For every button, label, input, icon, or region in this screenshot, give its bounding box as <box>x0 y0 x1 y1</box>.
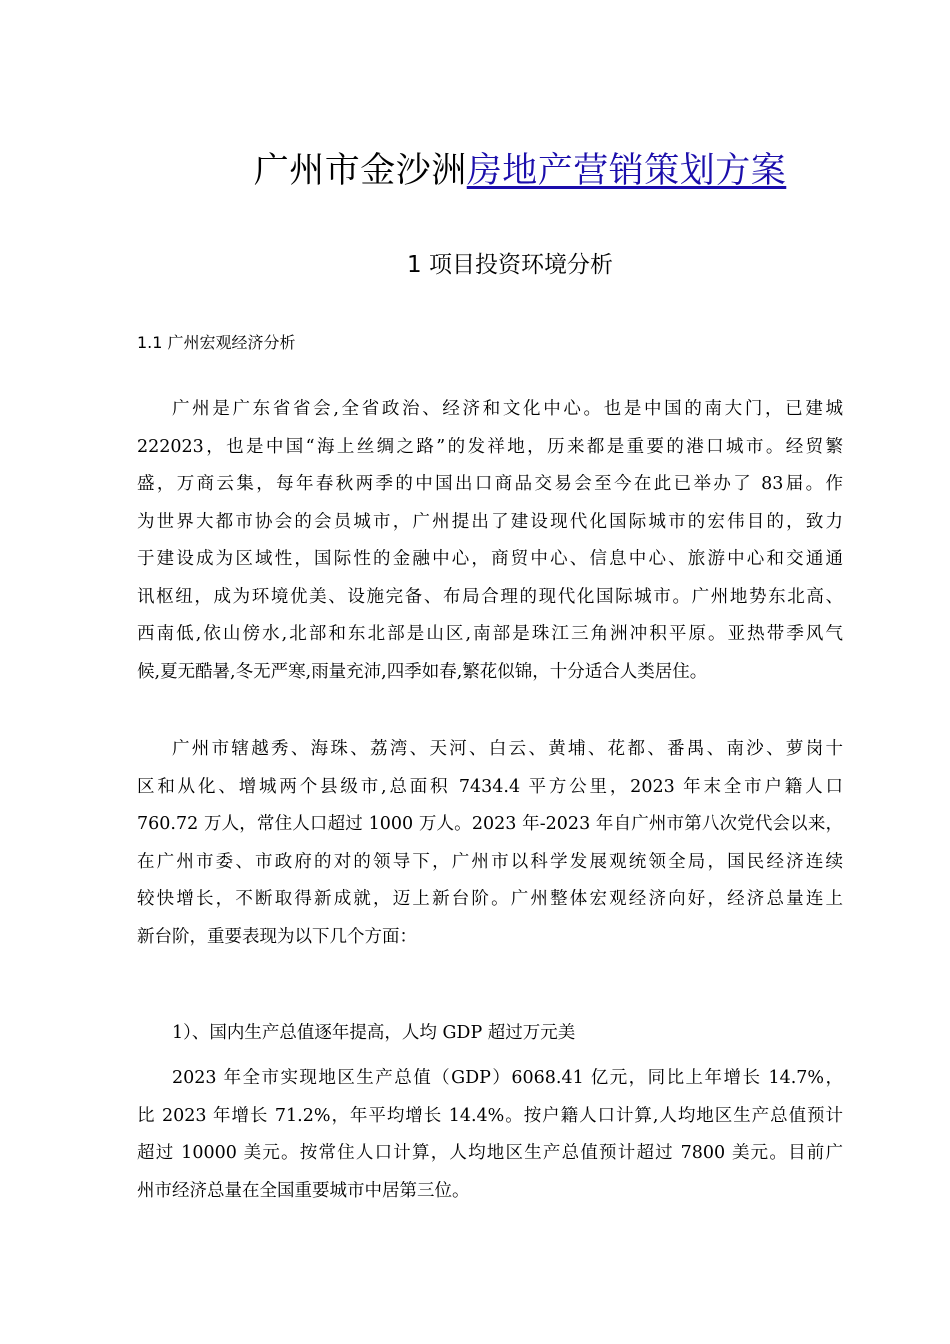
paragraph-line: 760.72 万人，常住人口超过 1000 万人。2023 年-2023 年自广州市第八次党代会以来， <box>137 814 843 834</box>
document-title-plain: 广州市金沙洲 <box>253 151 467 191</box>
paragraph-line: 讯枢纽，成为环境优美、设施完备、布局合理的现代化国际城市。广州地势东北高、 <box>137 586 843 607</box>
paragraph-line: 新台阶，重要表现为以下几个方面： <box>137 926 417 947</box>
paragraph-line: 为世界大都市协会的会员城市，广州提出了建设现代化国际城市的宏伟目的，致力 <box>137 511 843 532</box>
paragraph-line: 222023，也是中国“海上丝绸之路”的发祥地，历来都是重要的港口城市。经贸繁 <box>137 436 843 457</box>
paragraph-gdp <box>137 1060 843 1210</box>
paragraph-line: 广州是广东省省会,全省政治、经济和文化中心。也是中国的南大门，已建城 <box>172 399 843 419</box>
document-title <box>0 143 950 193</box>
chapter-heading: 1 项目投资环境分析 <box>407 252 613 278</box>
paragraph-line: 在广州市委、市政府的对的领导下，广州市以科学发展观统领全局，国民经济连续 <box>137 851 843 872</box>
paragraph-line: 州市经济总量在全国重要城市中居第三位。 <box>137 1180 470 1201</box>
paragraph-line: 盛，万商云集，每年春秋两季的中国出口商品交易会至今在此已举办了 83届。作 <box>137 474 843 494</box>
paragraph-line: 广州市辖越秀、海珠、荔湾、天河、白云、黄埔、花都、番禺、南沙、萝岗十 <box>172 739 843 759</box>
paragraph-administrative-divisions <box>137 731 843 956</box>
paragraph-line: 比 2023 年增长 71.2%，年平均增长 14.4%。按户籍人口计算,人均地区生产总值预计 <box>137 1105 843 1126</box>
paragraph-line: 于建设成为区域性，国际性的金融中心，商贸中心、信息中心、旅游中心和交通通 <box>137 549 843 569</box>
paragraph-line: 西南低,依山傍水,北部和东北部是山区,南部是珠江三角洲冲积平原。亚热带季风气 <box>137 624 843 644</box>
paragraph-city-overview <box>137 391 843 691</box>
paragraph-line: 较快增长，不断取得新成就，迈上新台阶。广州整体宏观经济向好，经济总量连上 <box>137 889 843 909</box>
document-title-link[interactable]: 房地产营销策划方案 <box>466 151 787 191</box>
paragraph-line: 超过 10000 美元。按常住人口计算，人均地区生产总值预计超过 7800 美元。目前广 <box>137 1143 843 1163</box>
item-heading-gdp: 1）、国内生产总值逐年提高，人均 GDP 超过万元美 <box>172 1023 576 1043</box>
paragraph-line: 候,夏无酷暑,冬无严寒,雨量充沛,四季如春,繁花似锦，十分适合人类居住。 <box>137 661 708 682</box>
paragraph-line: 区和从化、增城两个县级市,总面积 7434.4 平方公里，2023 年末全市户籍人口 <box>137 776 843 797</box>
paragraph-line: 2023 年全市实现地区生产总值（GDP）6068.41 亿元，同比上年增长 14.7%， <box>172 1068 843 1088</box>
section-heading: 1.1 广州宏观经济分析 <box>137 333 296 352</box>
